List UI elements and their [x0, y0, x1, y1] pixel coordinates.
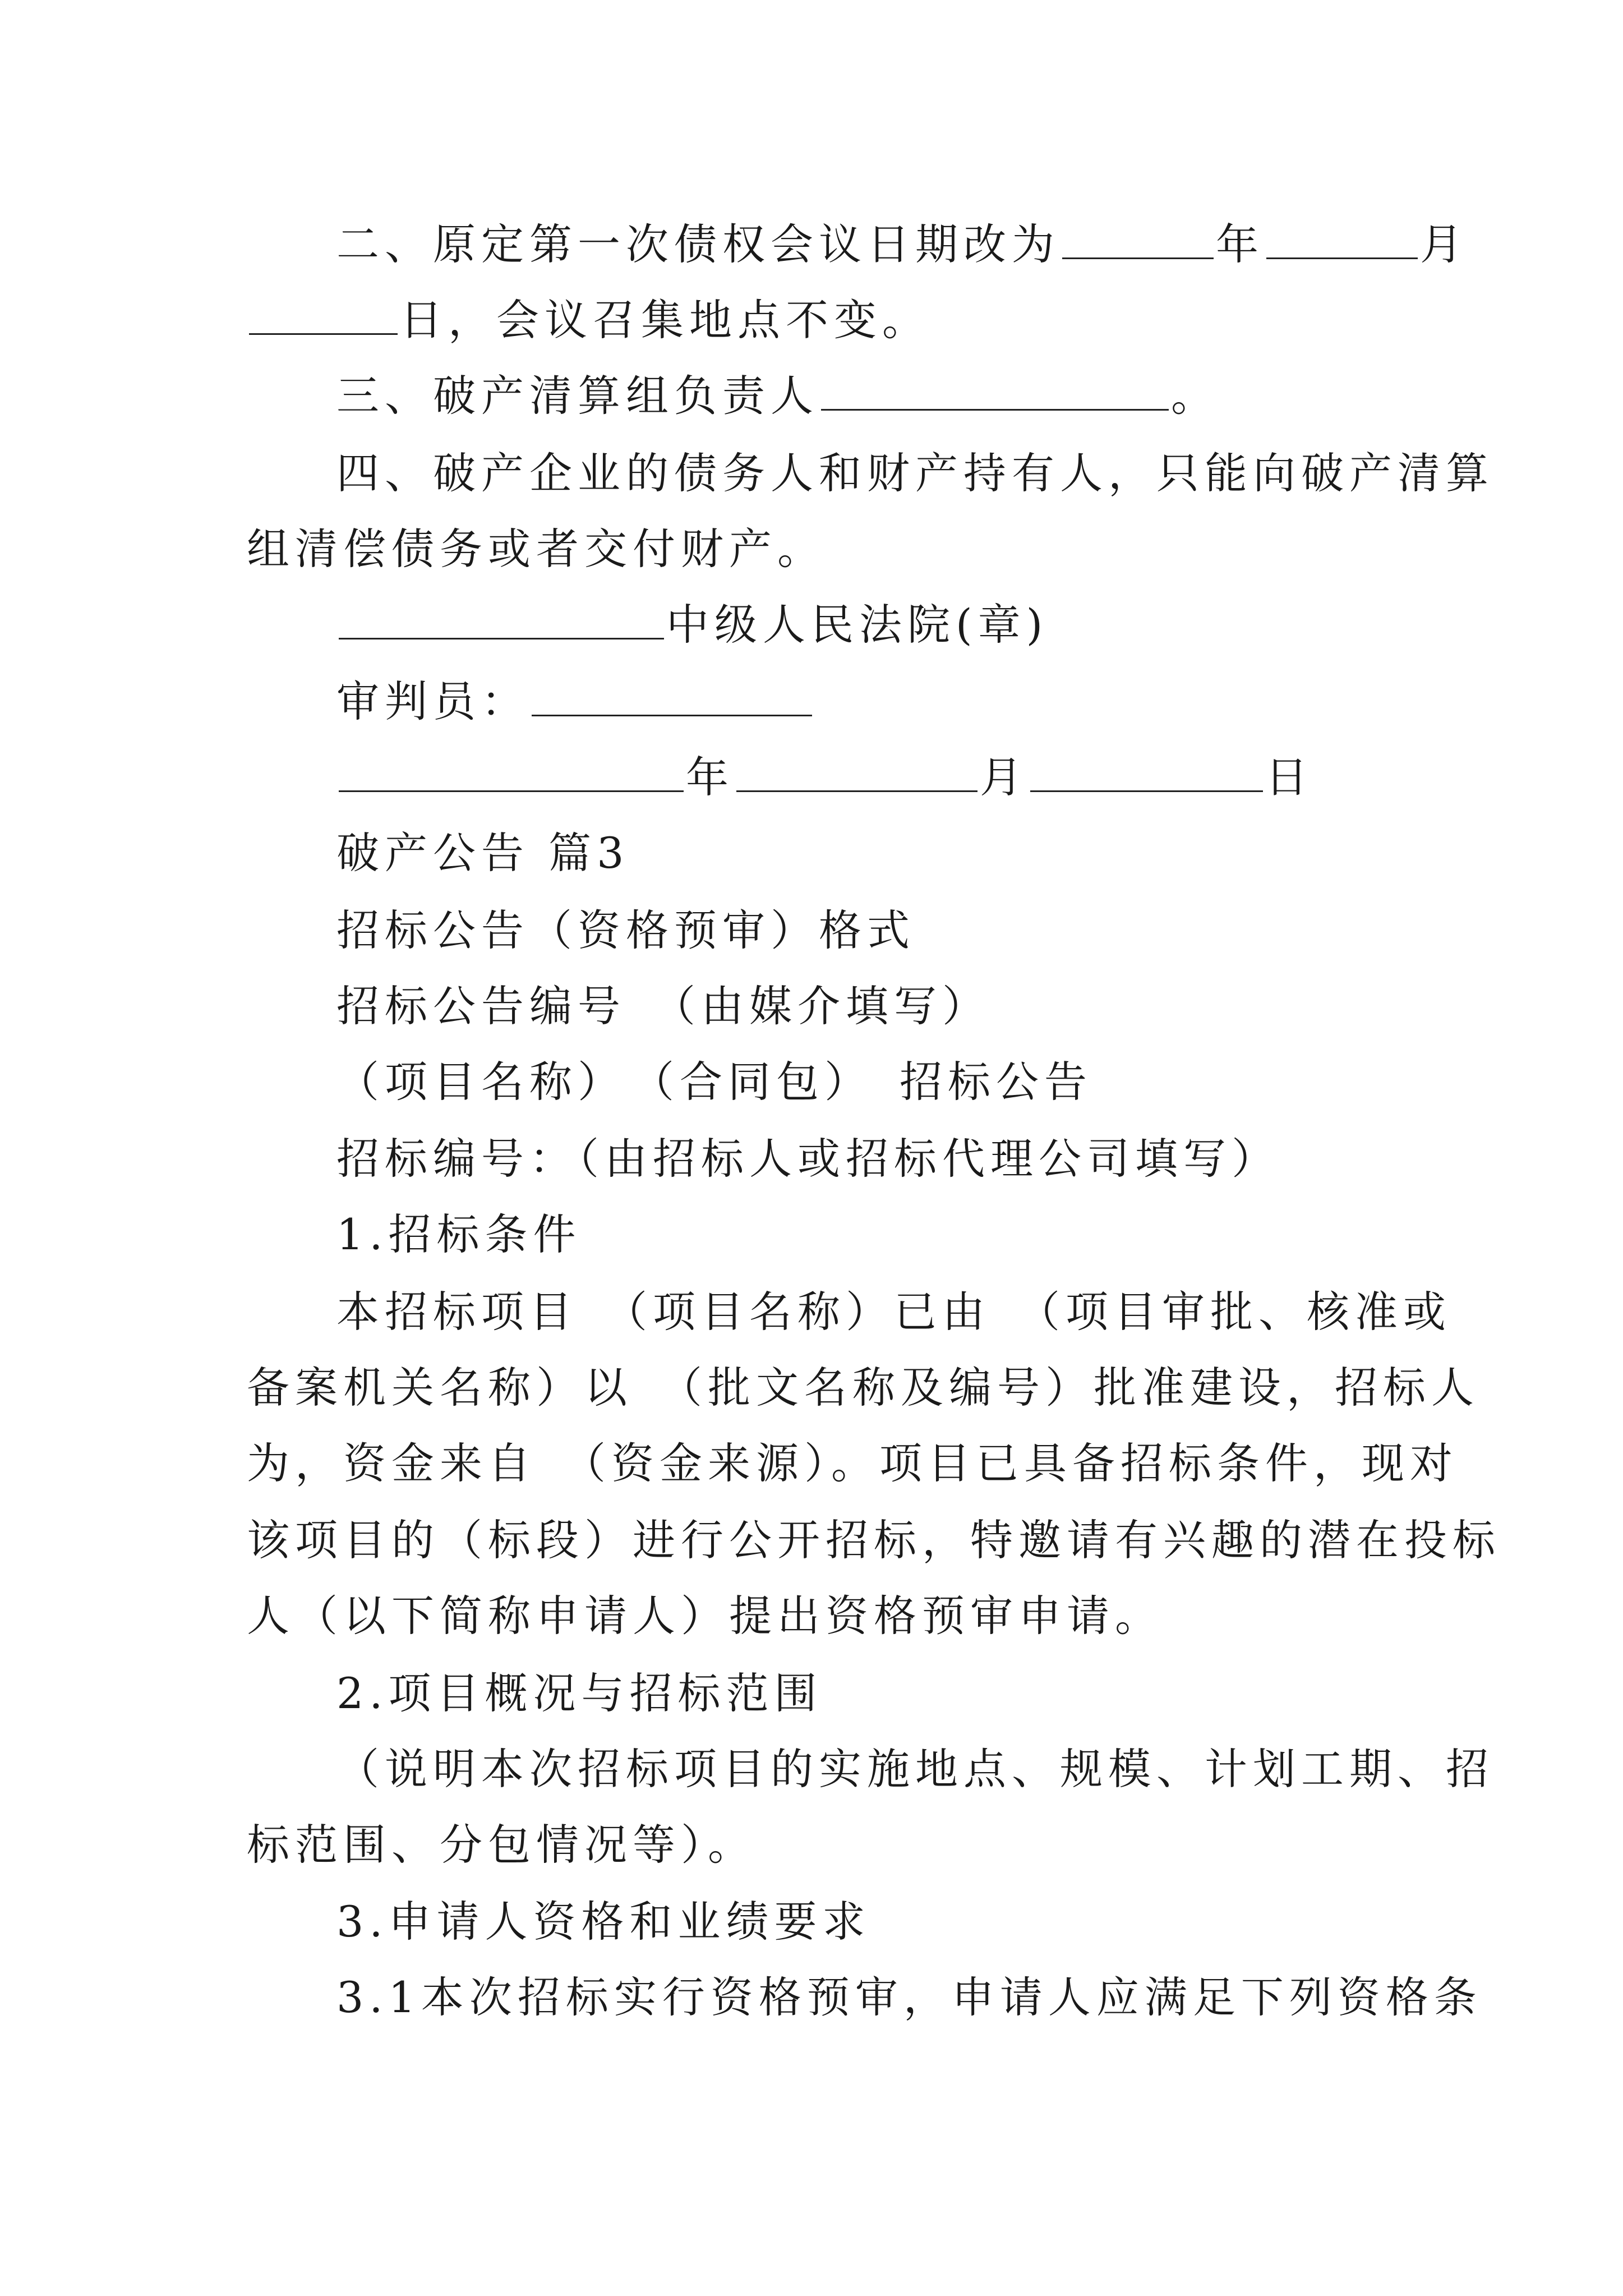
- text-line: [336, 598, 1048, 652]
- blank-underline: [532, 675, 812, 716]
- text-line: （项目名称） （合同包） 招标公告: [336, 1057, 1092, 1107]
- text-line: 组清偿债务或者交付财产。: [247, 524, 826, 574]
- text-line: 备案机关名称）以 （批文名称及编号）批准建设，招标人: [247, 1363, 1479, 1412]
- text-segment: 月: [980, 752, 1028, 802]
- text-line: [336, 751, 1313, 804]
- text-line: 招标编号：（由招标人或招标代理公司填写）: [336, 1134, 1280, 1184]
- text-segment: 日，会议召集地点不变。: [400, 295, 930, 345]
- text-line: [336, 675, 814, 729]
- blank-underline: [821, 370, 1169, 411]
- text-line: 四、破产企业的债务人和财产持有人，只能向破产清算: [336, 448, 1494, 498]
- text-segment: 年: [686, 752, 734, 802]
- text-line: 为，资金来自 （资金来源）。项目已具备招标条件，现对: [247, 1438, 1458, 1488]
- text-segment: 年: [1216, 219, 1264, 269]
- text-segment: 中级人民法院(章): [666, 600, 1049, 650]
- text-line: 3.申请人资格和业绩要求: [336, 1897, 871, 1947]
- text-line: [247, 293, 930, 347]
- text-segment: 审判员：: [336, 677, 529, 726]
- text-line: 人（以下简称申请人）提出资格预审申请。: [247, 1591, 1163, 1641]
- text-line: 标范围、分包情况等）。: [247, 1820, 756, 1870]
- text-line: 本招标项目 （项目名称）已由 （项目审批、核准或: [336, 1287, 1451, 1337]
- blank-underline: [1062, 218, 1214, 259]
- blank-underline: [339, 599, 664, 639]
- blank-underline: [736, 751, 978, 792]
- text-segment: 。: [1171, 371, 1219, 421]
- text-segment: 二、原定第一次债权会议日期改为: [336, 219, 1060, 269]
- blank-underline: [339, 751, 684, 792]
- text-line: 该项目的（标段）进行公开招标，特邀请有兴趣的潜在投标: [247, 1515, 1501, 1565]
- blank-underline: [1030, 751, 1263, 792]
- text-line: （说明本次招标项目的实施地点、规模、计划工期、招: [336, 1744, 1494, 1794]
- text-segment: 日: [1265, 752, 1313, 802]
- text-line: 2.项目概况与招标范围: [336, 1668, 823, 1718]
- blank-underline: [249, 294, 398, 335]
- text-segment: 月: [1420, 219, 1468, 269]
- text-line: 招标公告编号 （由媒介填写）: [336, 981, 990, 1031]
- text-line: 1.招标条件: [336, 1209, 582, 1259]
- text-line: 3.1本次招标实行资格预审，申请人应满足下列资格条: [336, 1972, 1482, 2022]
- text-line: 招标公告（资格预审）格式: [336, 905, 915, 955]
- text-segment: 三、破产清算组负责人: [336, 371, 819, 421]
- text-line: 破产公告 篇3: [336, 828, 630, 878]
- blank-underline: [1266, 218, 1418, 259]
- text-line: [336, 218, 1468, 272]
- text-line: [336, 369, 1219, 423]
